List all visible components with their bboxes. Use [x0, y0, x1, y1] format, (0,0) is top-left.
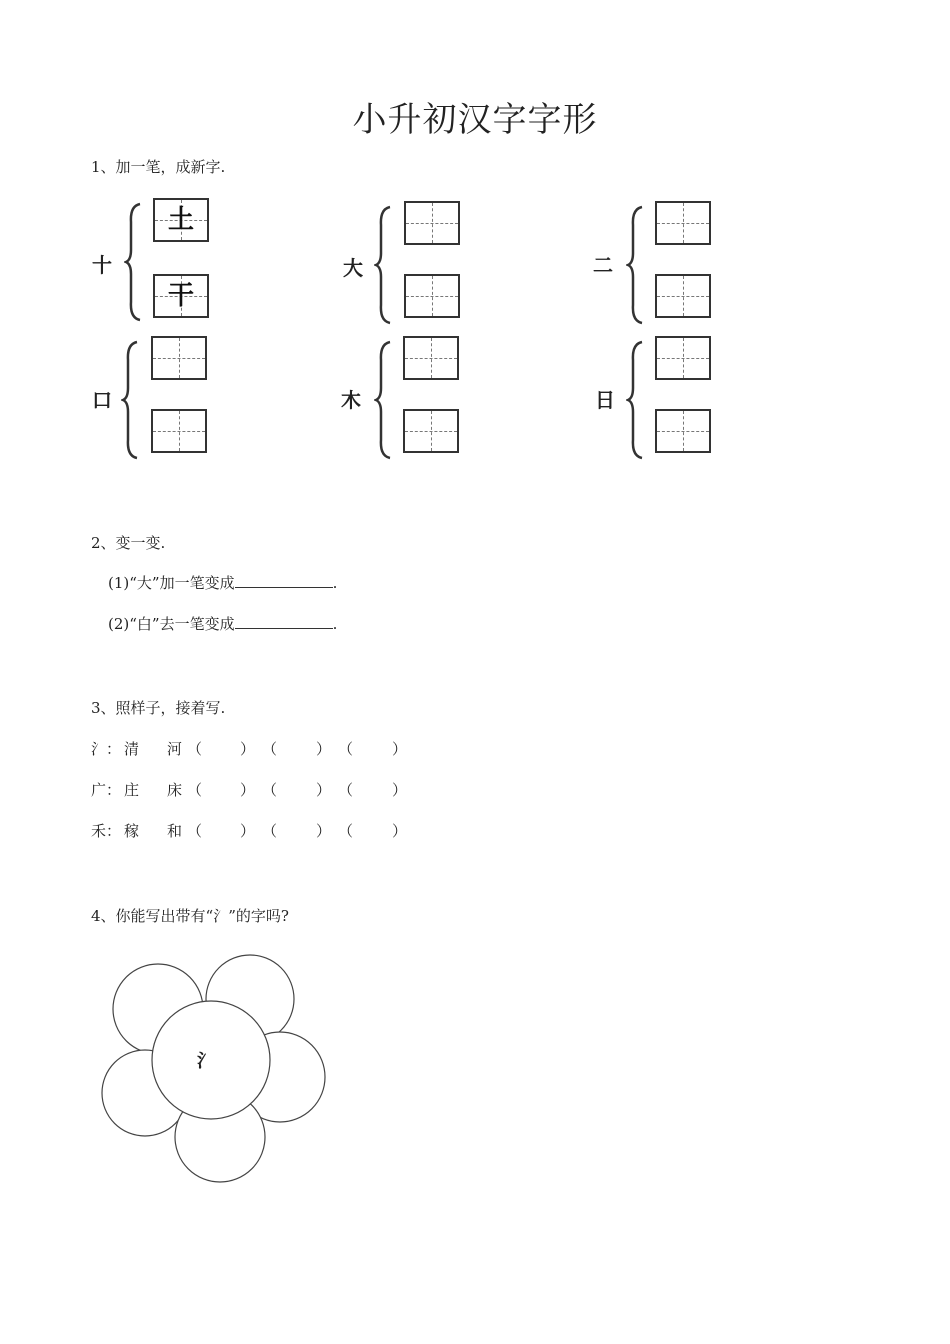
q3-paren-open: （ [262, 822, 278, 840]
tianzige-answer [405, 411, 457, 451]
q2-item-2-text: (2)“白”去一笔变成 [108, 615, 235, 633]
q3-answer-slot[interactable] [354, 818, 390, 838]
tianzige-box[interactable] [151, 409, 207, 453]
tianzige-box[interactable] [655, 336, 711, 380]
q3-answer-slot[interactable] [354, 736, 390, 756]
q3-answer-slot[interactable] [278, 736, 314, 756]
q1-base-char: 十 [92, 253, 112, 277]
q1-base-char: 口 [92, 388, 112, 412]
tianzige-box[interactable] [151, 336, 207, 380]
q3-paren-open: （ [187, 781, 203, 799]
q3-paren-close: ） [316, 822, 332, 840]
q2-item-2-blank[interactable] [235, 614, 333, 629]
q3-answer-slot[interactable] [354, 777, 390, 797]
tianzige-box[interactable] [655, 201, 711, 245]
tianzige-answer [406, 276, 458, 316]
q3-example-char: 床 [167, 781, 183, 799]
q3-radical: 广： [91, 781, 122, 799]
q1-base-char: 日 [595, 388, 615, 412]
q1-base-char: 大 [343, 256, 363, 280]
q1-prompt: 1、加一笔，成新字. [91, 158, 226, 176]
q2-item-1-text: (1)“大”加一笔变成 [108, 574, 235, 592]
q2-item-2-end: . [332, 615, 338, 633]
q3-paren-open: （ [187, 822, 203, 840]
tianzige-box[interactable] [655, 409, 711, 453]
tianzige-box[interactable] [655, 274, 711, 318]
q3-paren-close: ） [240, 740, 256, 758]
q2-prompt: 2、变一变. [91, 534, 166, 552]
q3-example-char: 和 [167, 822, 183, 840]
q3-answer-slot[interactable] [203, 777, 239, 797]
brace-icon [374, 340, 394, 460]
q2-item-1-blank[interactable] [235, 573, 333, 588]
q3-paren-close: ） [316, 740, 332, 758]
q3-answer-slot[interactable] [278, 777, 314, 797]
q3-example-char: 稼 [124, 822, 140, 840]
q3-paren-close: ） [392, 781, 408, 799]
tianzige-answer: 干 [167, 281, 194, 311]
tianzige-box[interactable] [403, 336, 459, 380]
brace-icon [626, 340, 646, 460]
q3-answer-slot[interactable] [203, 818, 239, 838]
tianzige-answer [657, 411, 709, 451]
tianzige-box[interactable] [403, 409, 459, 453]
q3-paren-open: （ [338, 781, 354, 799]
q3-paren-close: ） [316, 781, 332, 799]
tianzige-box[interactable] [153, 274, 209, 318]
flower-diagram [95, 950, 335, 1190]
tianzige-answer [406, 203, 458, 243]
q3-paren-open: （ [338, 822, 354, 840]
tianzige-box[interactable] [404, 201, 460, 245]
brace-icon [124, 202, 144, 322]
tianzige-box[interactable] [404, 274, 460, 318]
q3-answer-slot[interactable] [203, 736, 239, 756]
q3-paren-close: ） [392, 822, 408, 840]
page-title: 小升初汉字字形 [352, 100, 598, 140]
flower-center-label: 氵 [197, 1051, 215, 1072]
brace-icon [626, 205, 646, 325]
q3-paren-open: （ [262, 740, 278, 758]
tianzige-box[interactable] [153, 198, 209, 242]
tianzige-answer [657, 338, 709, 378]
q3-paren-close: ） [240, 781, 256, 799]
tianzige-answer [153, 338, 205, 378]
tianzige-answer: 土 [167, 205, 194, 235]
tianzige-answer [153, 411, 205, 451]
q3-paren-open: （ [187, 740, 203, 758]
q3-paren-close: ） [240, 822, 256, 840]
q3-paren-open: （ [262, 781, 278, 799]
q1-base-char: 二 [593, 253, 613, 277]
tianzige-answer [657, 276, 709, 316]
q3-example-char: 清 [124, 740, 140, 758]
q3-paren-close: ） [392, 740, 408, 758]
q3-example-char: 庄 [124, 781, 140, 799]
q3-radical: 禾： [91, 822, 122, 840]
q3-example-char: 河 [167, 740, 183, 758]
brace-icon [374, 205, 394, 325]
tianzige-answer [657, 203, 709, 243]
q2-item-1 [108, 572, 337, 593]
q3-paren-open: （ [338, 740, 354, 758]
q3-answer-slot[interactable] [278, 818, 314, 838]
q2-item-2 [108, 613, 337, 634]
tianzige-answer [405, 338, 457, 378]
q2-item-1-end: . [332, 574, 338, 592]
q3-prompt: 3、照样子，接着写. [91, 699, 226, 717]
q4-prompt: 4、你能写出带有“氵”的字吗? [91, 907, 289, 925]
q1-base-char: 木 [341, 388, 361, 412]
brace-icon [121, 340, 141, 460]
q3-radical: 氵： [91, 740, 122, 758]
